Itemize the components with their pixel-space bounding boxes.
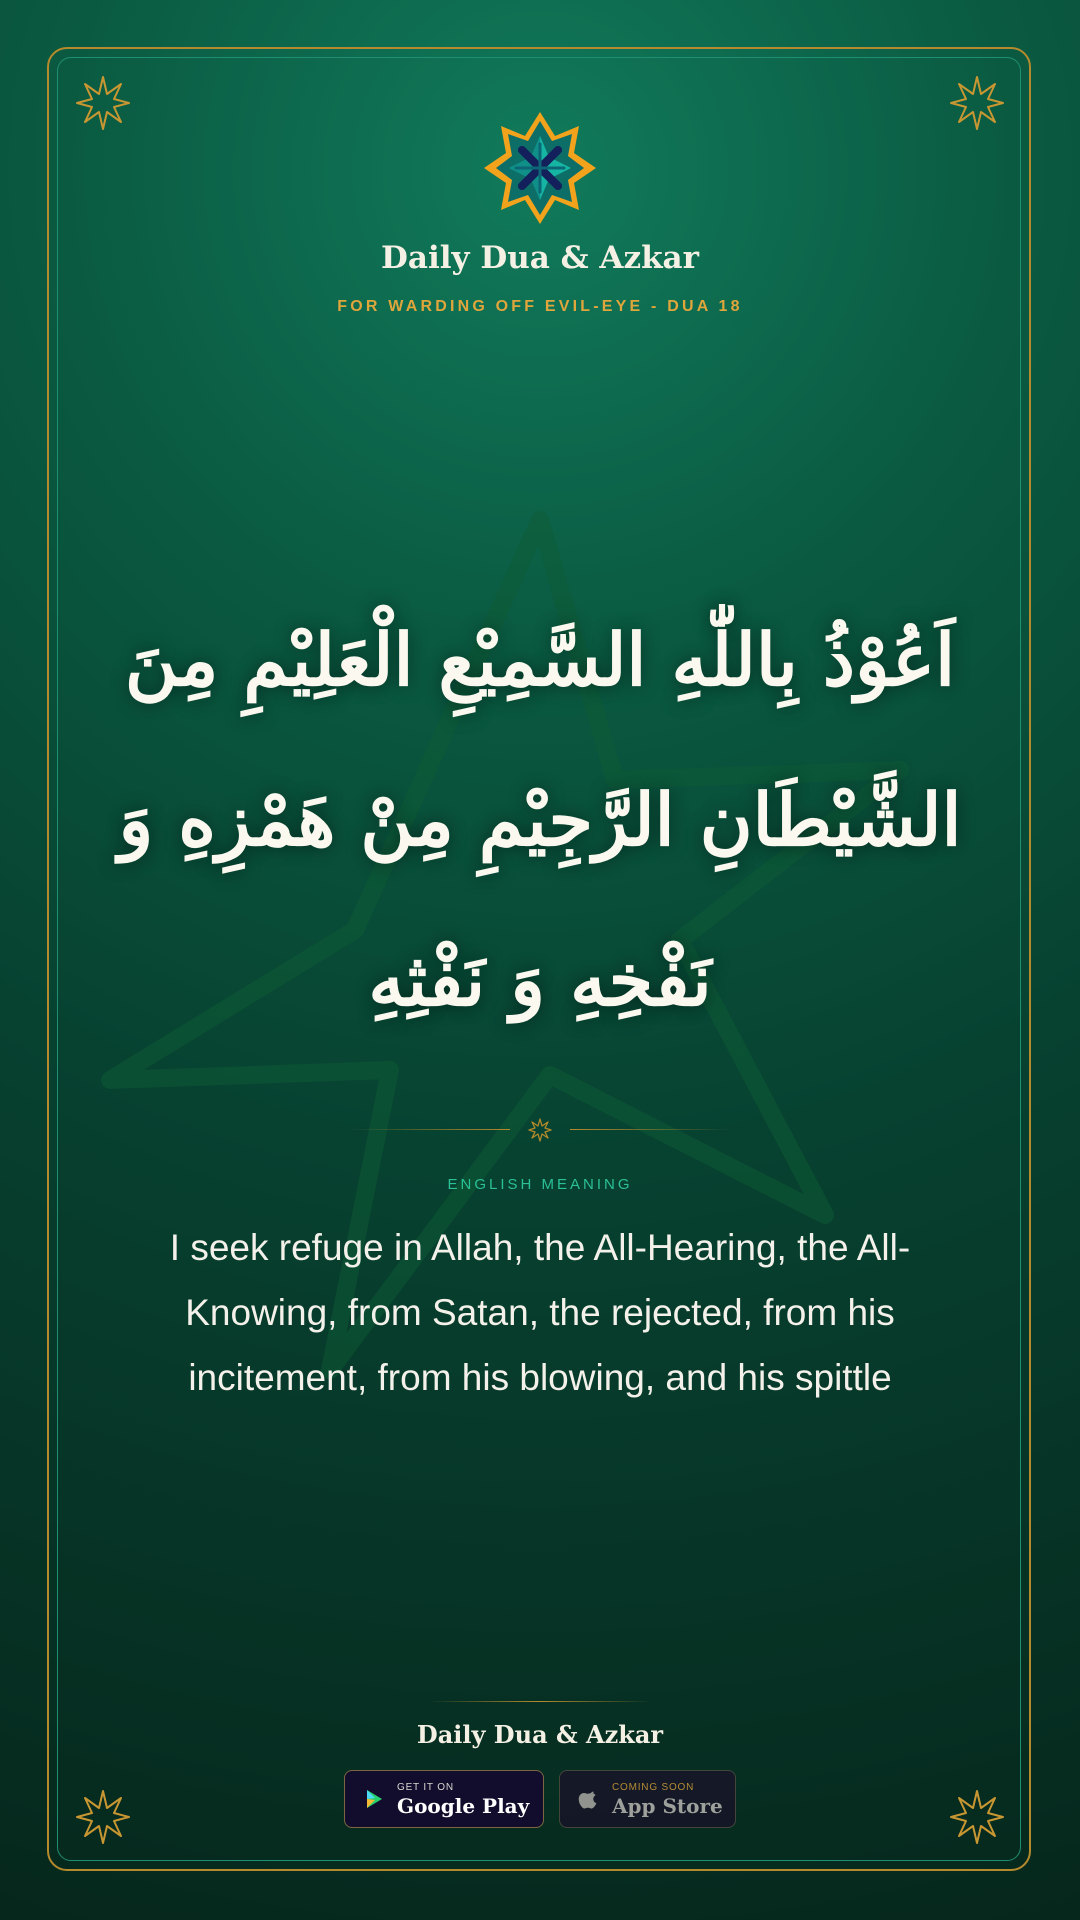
divider-line-left [350,1129,510,1130]
google-play-small-label: GET IT ON [397,1781,454,1793]
footer-brand: Daily Dua & Azkar [416,1720,664,1749]
app-store-label: App Store [612,1793,723,1818]
english-meaning-text: I seek refuge in Allah, the All-Hearing, the All-Knowing, from Satan, the rejected, from his incitement, from his blowing, and his spittle [169,1227,911,1398]
dua-subtitle: FOR WARDING OFF EVIL-EYE - DUA 18 [337,298,743,315]
app-store-small-label: COMING SOON [612,1781,695,1793]
divider-line-right [570,1129,730,1130]
google-play-label: Google Play [397,1793,530,1818]
google-play-text [397,1783,529,1816]
section-divider [350,1118,730,1142]
divider-star-icon [528,1118,552,1142]
app-store-button[interactable] [559,1770,736,1828]
logo-icon [480,108,600,228]
app-title: Daily Dua & Azkar [381,240,699,276]
corner-star-icon [74,1788,132,1846]
footer-divider [428,1701,652,1702]
corner-star-icon [948,1788,1006,1846]
corner-star-icon [74,74,132,132]
corner-star-icon [948,74,1006,132]
google-play-button[interactable] [344,1770,544,1828]
google-play-icon [361,1786,387,1812]
english-meaning-label: ENGLISH MEANING [447,1176,633,1193]
app-store-text [612,1783,723,1816]
apple-icon [576,1786,602,1812]
arabic-dua-text: اَعُوْذُ بِاللّٰهِ السَّمِيْعِ الْعَلِيْمِ مِنَ الشَّيْطَانِ الرَّجِيْمِ مِنْ هَمْزِهِ وَ نَفْخِهِ وَ نَفْثِهِ [118,617,962,1022]
